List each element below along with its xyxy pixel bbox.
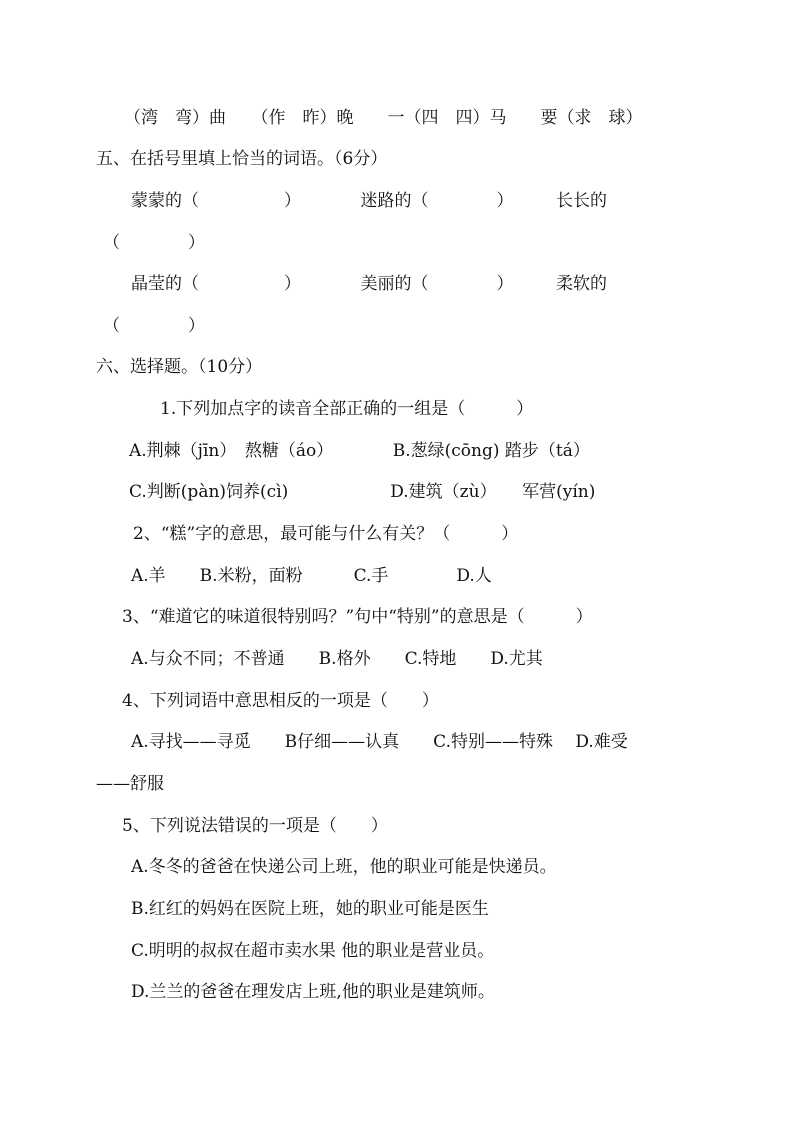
section-5-row-2-wrap: （ ） [103,316,205,336]
section-5-title: 五、在括号里填上恰当的词语。（6分） [96,149,388,169]
question-2: 2、“糕”字的意思，最可能与什么有关？（ ） [133,524,519,544]
question-4-options: A.寻找——寻觅 B仔细——认真 C.特别——特殊 D.难受 [131,732,628,752]
question-3-options: A.与众不同；不普通 B.格外 C.特地 D.尤其 [131,649,543,669]
question-5: 5、下列说法错误的一项是（ ） [122,816,388,836]
section-6-title: 六、选择题。（10分） [96,357,263,377]
question-5-option-b: B.红红的妈妈在医院上班，她的职业可能是医生 [131,899,489,919]
question-2-options: A.羊 B.米粉，面粉 C.手 D.人 [131,566,492,586]
question-4: 4、下列词语中意思相反的一项是（ ） [122,691,439,711]
section-5-row-1: 蒙蒙的（ ） 迷路的（ ） 长长的 [131,191,607,211]
question-4-options-wrap: ——舒服 [96,774,164,794]
question-3: 3、“难道它的味道很特别吗？”句中“特别”的意思是（ ） [122,607,593,627]
question-1-options-ab: A.荆棘（jīn） 熬糖（áo） B.葱绿(cōng) 踏步（tá） [129,441,590,461]
question-1-options-cd: C.判断(pàn)饲养(cì) D.建筑（zù） 军营(yín) [129,482,596,502]
homophone-choice-line: （湾 弯）曲 （作 昨）晚 一（四 四）马 要（求 球） [124,108,643,128]
question-5-option-d: D.兰兰的爸爸在理发店上班,他的职业是建筑师。 [131,982,495,1002]
question-5-option-c: C.明明的叔叔在超市卖水果 他的职业是营业员。 [131,941,495,961]
section-5-row-1-wrap: （ ） [103,233,205,253]
question-1: 1.下列加点字的读音全部正确的一组是（ ） [160,399,534,419]
section-5-row-2: 晶莹的（ ） 美丽的（ ） 柔软的 [131,274,607,294]
question-5-option-a: A.冬冬的爸爸在快递公司上班，他的职业可能是快递员。 [131,857,557,877]
